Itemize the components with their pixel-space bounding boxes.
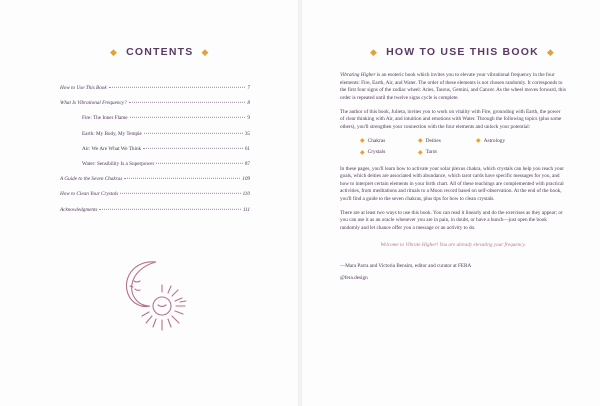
- intro-paragraph: [340, 72, 566, 102]
- social-handle[interactable]: @fera.design: [340, 275, 368, 281]
- diamond-bullet-icon: ◆: [360, 138, 365, 145]
- toc-entry-page: 35: [244, 130, 250, 137]
- list-item: [360, 149, 418, 157]
- list-item: [360, 138, 418, 146]
- leader-dots: [109, 87, 246, 88]
- leader-dots: [124, 178, 240, 179]
- moon-nose: [130, 286, 133, 287]
- toc-entry-label: Water: Sensibility Is a Superpower: [82, 160, 155, 167]
- toc-entry[interactable]: [60, 147, 250, 162]
- signature: —Mara Parra and Victoria Bensim, editor and curator at FERA: [340, 262, 472, 269]
- toc-entry[interactable]: [60, 177, 250, 192]
- leader-dots: [130, 117, 246, 118]
- toc-entry-page: 7: [247, 85, 250, 91]
- topics-list: [360, 138, 566, 157]
- leader-dots: [120, 193, 240, 194]
- toc-entry[interactable]: [60, 208, 250, 223]
- topic-label: Crystals: [367, 149, 386, 155]
- leader-dots: [143, 148, 243, 149]
- toc-entry-page: 61: [244, 145, 250, 152]
- diamond-bullet-icon: ◆: [476, 138, 481, 145]
- moon-mouth: [135, 289, 140, 290]
- topic-label: Chakras: [367, 137, 386, 144]
- toc-entry-page: 109: [242, 176, 250, 183]
- diamond-icon: ◆: [370, 46, 379, 57]
- toc-entry[interactable]: [60, 101, 250, 116]
- toc-entry[interactable]: [60, 132, 250, 147]
- toc-entry-label: Air: We Are What We Think: [82, 145, 142, 152]
- toc-entry-page: 110: [242, 191, 250, 198]
- leader-dots: [144, 132, 243, 133]
- list-item: [418, 149, 476, 157]
- topic-label: Tarot: [425, 149, 437, 155]
- intro-text: is an esoteric book which invites you to elevate your vibrational frequency in the four elements: Fire, Earth, Air, and Water. The order of these elements is not chosen randomly. It corresponds to the first four signs of the zodiac wheel: Aries, Taurus, Gemini, and Cancer. As the wheel moves forward, this order is repeated until the twelve signs cycle is complete.: [340, 72, 566, 101]
- moon-sun-icon: [104, 256, 194, 342]
- diamond-bullet-icon: ◆: [418, 149, 423, 156]
- sun-rays: [142, 285, 186, 330]
- right-page: [302, 0, 600, 406]
- moon-eye: [134, 281, 140, 282]
- diamond-icon: ◆: [546, 46, 555, 57]
- contents-title: CONTENTS: [126, 46, 194, 58]
- toc-entry[interactable]: [60, 116, 250, 131]
- toc-entry-label: A Guide to the Seven Chakras: [60, 176, 123, 183]
- how-to-heading: [370, 46, 555, 58]
- toc-entry-label: How to Use This Book: [60, 85, 107, 91]
- table-of-contents: [60, 86, 250, 223]
- toc-entry-label: Earth: My Body, My Temple: [82, 130, 142, 137]
- toc-entry-label: Fire: The Inner Flame: [82, 115, 128, 122]
- list-item: [418, 138, 476, 146]
- paragraph-two: The author of this book, Julieta, invites you to work on vitality with Fire, grounding with Earth, the power of clear thinking with Air, and intuition and emotions with Water. Through the following topics (plus some others), you'll strengthen your connection with the four elements and unlock your potential:: [340, 108, 562, 130]
- how-to-body: [340, 72, 566, 288]
- toc-entry-page: 111: [242, 206, 250, 213]
- list-item: [476, 138, 536, 146]
- diamond-icon: ◆: [201, 46, 210, 57]
- toc-entry-label: How to Clean Your Crystals: [60, 191, 119, 198]
- toc-entry[interactable]: [60, 192, 250, 207]
- diamond-bullet-icon: ◆: [418, 138, 423, 145]
- leader-dots: [129, 102, 246, 103]
- how-to-title: HOW TO USE THIS BOOK: [386, 46, 539, 58]
- paragraph-three: In these pages, you'll learn how to activate your solar plexus chakra, which crystals can help you reach your goals, which deities are associated with abundance, which tarot cards have specific messages for you, and how to interpret certain elements in your birth chart. All of these teachings are complemented with practical activities, from meditations and rituals to a Moon record based on self-observation. At the end of the book, you'll find a guide to the seven chakras, plus tips for how to clean crystals.: [340, 165, 564, 202]
- leader-dots: [99, 208, 241, 209]
- topic-label: Deities: [425, 137, 441, 144]
- paragraph-four: There are at least two ways to use this book. You can read it linearly and do the exercises as they appear; or you can use it as an oracle whenever you are in pain, in doubt, or have a hunch—just open the book randomly and let chance offer you a message or an activity to do.: [340, 209, 563, 231]
- diamond-icon: ◆: [110, 46, 119, 57]
- left-page: [0, 0, 298, 406]
- diamond-bullet-icon: ◆: [360, 149, 365, 156]
- contents-heading: [110, 46, 210, 58]
- toc-entry[interactable]: [60, 162, 250, 177]
- toc-entry-page: 9: [247, 115, 250, 122]
- topic-label: Astrology: [483, 137, 506, 144]
- toc-entry-label: What Is Vibrational Frequency?: [60, 100, 127, 107]
- toc-entry-label: Acknowledgments: [60, 206, 98, 213]
- toc-entry-page: 8: [247, 100, 250, 107]
- sun-smile: [158, 305, 166, 307]
- toc-entry-page: 87: [244, 160, 250, 167]
- welcome-line: Welcome to Vibrate Higher! You are already elevating your frequency.: [380, 242, 526, 248]
- toc-entry[interactable]: [60, 86, 250, 101]
- crescent-moon: [126, 262, 156, 307]
- book-title: Vibrating Higher: [340, 72, 376, 78]
- leader-dots: [156, 163, 243, 164]
